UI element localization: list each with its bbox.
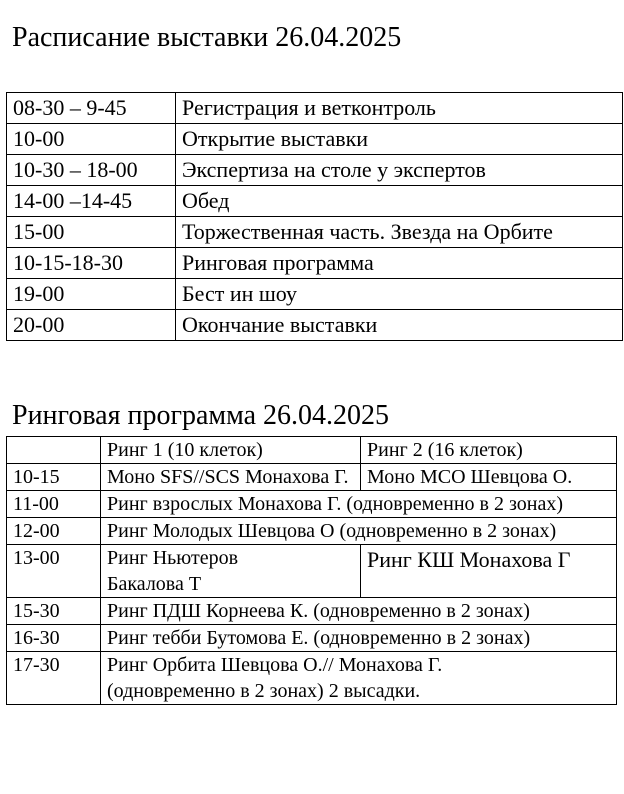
event-cell: Открытие выставки [176,124,623,155]
time-cell: 15-30 [7,598,101,625]
ring2-header: Ринг 2 (16 клеток) [361,437,617,464]
table-row [7,186,623,217]
table-row [7,279,623,310]
time-cell: 10-30 – 18-00 [7,155,176,186]
table-row [7,545,617,598]
ring2-cell: Моно МСО Шевцова О. [361,464,617,491]
ring1-header: Ринг 1 (10 клеток) [101,437,361,464]
event-cell: Экспертиза на столе у экспертов [176,155,623,186]
ring1-cell: Ринг Ньютеров Бакалова Т [101,545,361,598]
event-cell: Торжественная часть. Звезда на Орбите [176,217,623,248]
table-row [7,437,617,464]
event-cell: Окончание выставки [176,310,623,341]
time-cell: 20-00 [7,310,176,341]
time-cell: 08-30 – 9-45 [7,93,176,124]
table-row [7,464,617,491]
ring-cell: Ринг Орбита Шевцова О.// Монахова Г. (одновременно в 2 зонах) 2 высадки. [101,652,617,705]
time-cell: 11-00 [7,491,101,518]
time-cell: 16-30 [7,625,101,652]
ring-cell: Ринг взрослых Монахова Г. (одновременно в 2 зонах) [101,491,617,518]
event-cell: Ринговая программа [176,248,623,279]
time-cell: 12-00 [7,518,101,545]
event-cell: Регистрация и ветконтроль [176,93,623,124]
time-cell: 19-00 [7,279,176,310]
schedule-table [6,92,623,341]
table-row [7,217,623,248]
time-cell: 13-00 [7,545,101,598]
time-cell: 10-15 [7,464,101,491]
ring-cell: Ринг Молодых Шевцова О (одновременно в 2 зонах) [101,518,617,545]
ring-cell: Ринг ПДШ Корнеева К. (одновременно в 2 зонах) [101,598,617,625]
ring-program-title: Ринговая программа 26.04.2025 [12,400,390,431]
ring1-cell: Моно SFS//SCS Монахова Г. [101,464,361,491]
table-row [7,652,617,705]
table-row [7,598,617,625]
ring-cell: Ринг тебби Бутомова Е. (одновременно в 2 зонах) [101,625,617,652]
time-cell: 10-00 [7,124,176,155]
time-cell: 15-00 [7,217,176,248]
table-row [7,93,623,124]
ring2-cell: Ринг КШ Монахова Г [361,545,617,598]
table-row [7,155,623,186]
table-row [7,625,617,652]
event-cell: Бест ин шоу [176,279,623,310]
time-cell: 10-15-18-30 [7,248,176,279]
time-cell: 17-30 [7,652,101,705]
schedule-title: Расписание выставки 26.04.2025 [12,22,402,53]
table-row [7,518,617,545]
table-row [7,491,617,518]
table-row [7,310,623,341]
table-row [7,124,623,155]
time-header [7,437,101,464]
event-cell: Обед [176,186,623,217]
table-row [7,248,623,279]
time-cell: 14-00 –14-45 [7,186,176,217]
ring-program-table [6,436,617,705]
